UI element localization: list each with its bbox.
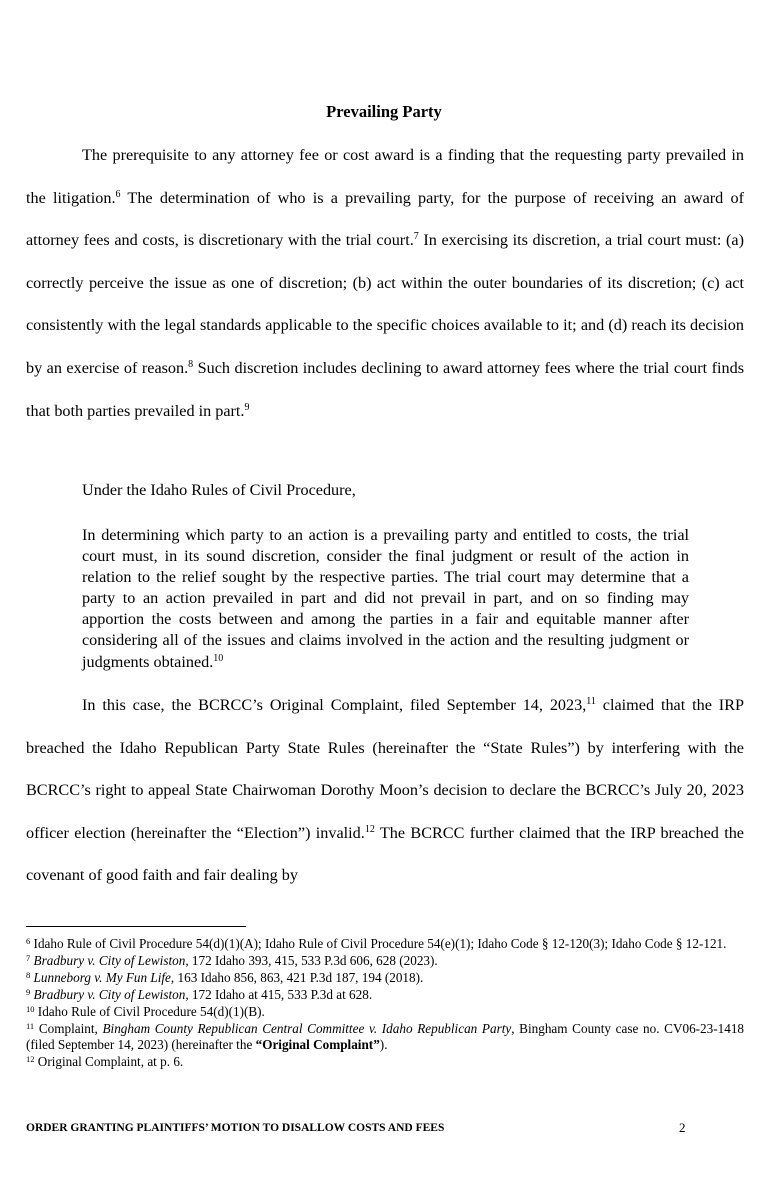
footnote-text-prefix: Complaint, (38, 1020, 103, 1036)
footnote-number: 9 (26, 986, 31, 997)
paragraph-text: Such discretion includes declining to award attorney fees where the trial court finds that both parties prevailed in part. (26, 358, 744, 420)
case-name: Bradbury v. City of Lewiston (33, 952, 186, 968)
paragraph-original-complaint (26, 684, 744, 897)
paragraph-text: claimed that the IRP breached the Idaho Republican Party State Rules (hereinafter the “State Rules”) by interfering with the BCRCC’s right to appeal State Chairwoman Dorothy Moon’s decision to declare the BCRCC’s July 20, 2023 officer election (hereinafter the “Election”) invalid. (26, 696, 744, 842)
case-name: Lunneborg v. My Fun Life (33, 969, 171, 985)
footnote-ref-12[interactable]: 12 (364, 823, 375, 835)
footnote-ref-11[interactable]: 11 (586, 696, 596, 707)
footnote-6 (26, 936, 744, 953)
paragraph-prevailing-party (26, 134, 744, 432)
footnote-text: Idaho Rule of Civil Procedure 54(d)(1)(B). (37, 1003, 265, 1019)
footnote-text: , 172 Idaho at 415, 533 P.3d at 628. (185, 986, 373, 1002)
footnote-12 (26, 1054, 744, 1071)
footnote-number: 7 (26, 952, 31, 963)
footnotes-section (26, 936, 744, 1071)
footnote-number: 8 (26, 969, 31, 980)
footnote-ref-6[interactable]: 6 (115, 188, 121, 200)
footnote-ref-9[interactable]: 9 (244, 401, 250, 413)
paragraph-text: The BCRCC further claimed that the IRP breached the covenant of good faith and fair dealing by (26, 823, 744, 885)
footnote-8 (26, 970, 744, 987)
footnote-text-suffix: ). (379, 1037, 388, 1053)
page-number: 2 (679, 1120, 686, 1135)
defined-term: “Original Complaint” (255, 1037, 380, 1053)
footnote-text: Original Complaint, at p. 6. (37, 1054, 184, 1070)
footer-title: ORDER GRANTING PLAINTIFFS’ MOTION TO DISALLOW COSTS AND FEES (26, 1122, 445, 1134)
block-quote (82, 525, 689, 673)
footnote-text: , 172 Idaho 393, 415, 533 P.3d 606, 628 (2023). (185, 952, 438, 968)
footnote-text: Idaho Rule of Civil Procedure 54(d)(1)(A); Idaho Rule of Civil Procedure 54(e)(1); Idaho Code § 12-120(3); Idaho Code § 12-121. (33, 936, 727, 951)
quote-lead-in: Under the Idaho Rules of Civil Procedure, (82, 481, 356, 499)
paragraph-text: In this case, the BCRCC’s Original Complaint, filed September 14, 2023, (82, 696, 587, 714)
paragraph-text: The prerequisite to any attorney fee or cost award is a finding that the requesting party prevailed in the litigation. (26, 146, 744, 207)
footnote-number: 6 (26, 936, 31, 946)
footnote-ref-8[interactable]: 8 (188, 358, 194, 370)
footnote-ref-10[interactable]: 10 (213, 652, 224, 664)
footnote-ref-7[interactable]: 7 (413, 231, 419, 243)
footnote-text: , 163 Idaho 856, 863, 421 P.3d 187, 194 (2018). (170, 969, 424, 985)
footnote-11 (26, 1021, 744, 1055)
footnote-divider (26, 926, 246, 927)
footnote-number: 10 (26, 1003, 35, 1014)
paragraph-text: In exercising its discretion, a trial court must: (a) correctly perceive the issue as one of discretion; (b) act within the outer boundaries of its discretion; (c) act consistently with the legal standards applicable to the specific choices available to it; and (d) reach its decision by an exercise of reason. (26, 231, 745, 377)
footnote-9 (26, 987, 744, 1004)
quote-text: In determining which party to an action is a prevailing party and entitled to costs, the trial court must, in its sound discretion, consider the final judgment or result of the action in relation to the relief sought by the respective parties. The trial court may determine that a party to an action prevailed in part and did not prevail in part, and on so finding may apportion the costs between and among the parties in a fair and equitable manner after considering all of the issues and claims involved in the action and the resulting judgment or judgments obtained. (82, 526, 689, 671)
footnote-text: , Bingham County case no. CV06-23-1418 (filed September 14, 2023) (hereinafter the (26, 1020, 745, 1053)
paragraph-text: The determination of who is a prevailing party, for the purpose of receiving an award of attorney fees and costs, is discretionary with the trial court. (26, 188, 744, 250)
footnote-10 (26, 1004, 744, 1021)
section-heading: Prevailing Party (326, 102, 442, 121)
case-name: Bradbury v. City of Lewiston (33, 986, 186, 1002)
case-name: Bingham County Republican Central Committee v. Idaho Republican Party (102, 1020, 512, 1036)
footnote-7 (26, 953, 744, 970)
footnote-number: 11 (26, 1020, 35, 1031)
footnote-number: 12 (26, 1054, 35, 1065)
